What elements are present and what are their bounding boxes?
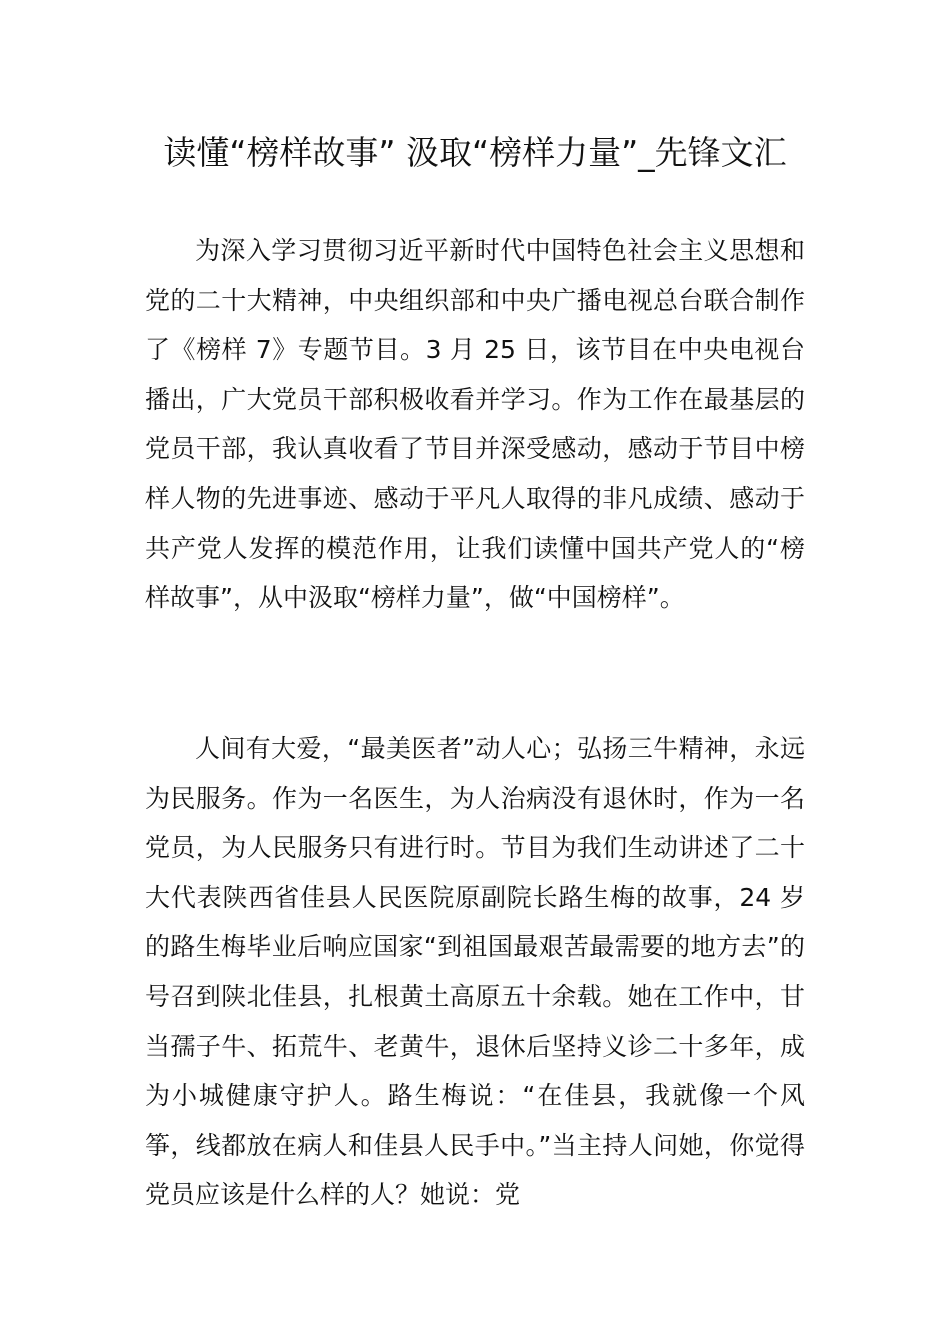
document-title: 读懂“榜样故事” 汲取“榜样力量”_先锋文汇 <box>163 133 787 172</box>
paragraph-2: 人间有大爱，“最美医者”动人心；弘扬三牛精神，永远为民服务。作为一名医生，为人治病没有退休时，作为一名党员，为人民服务只有进行时。节目为我们生动讲述了二十大代表陕西省佳县人民医院原副院长路生梅的故事，24 岁的路生梅毕业后响应国家“到祖国最艰苦最需要的地方去”的号召到陕北佳县，扎根黄土高原五十余载。她在工作中，甘当孺子牛、拓荒牛、老黄牛，退休后坚持义诊二十多年，成为小城健康守护人。路生梅说：“在佳县，我就像一个风筝，线都放在病人和佳县人民手中。”当主持人问她，你觉得党员应该是什么样的人？她说：党 <box>145 734 805 1210</box>
paragraph-1: 为深入学习贯彻习近平新时代中国特色社会主义思想和党的二十大精神，中央组织部和中央广播电视总台联合制作了《榜样 7》专题节目。3 月 25 日，该节目在中央电视台播出，广大党员干部积极收看并学习。作为工作在最基层的党员干部，我认真收看了节目并深受感动，感动于节目中榜样人物的先进事迹、感动于平凡人取得的非凡成绩、感动于共产党人发挥的模范作用，让我们读懂中国共产党人的“榜样故事”，从中汲取“榜样力量”，做“中国榜样”。 <box>145 236 805 613</box>
